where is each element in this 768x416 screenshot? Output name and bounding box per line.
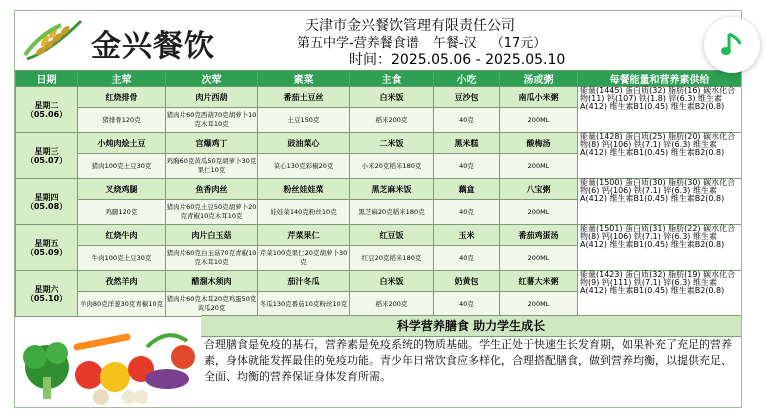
slogan-banner: 科学营养膳食 助力学生成长 (201, 315, 741, 337)
amount-cell: 猪肉片60克木耳20克鸡蛋50克黄瓜20克 (166, 292, 258, 317)
dish-cell: 孜然羊肉 (78, 271, 166, 292)
amount-cell: 稻米200克 (350, 292, 434, 317)
amount-cell: 40克 (434, 154, 500, 179)
dish-cell: 八宝粥 (500, 179, 578, 200)
dish-cell: 小炖肉烩土豆 (78, 133, 166, 154)
amount-cell: 娃娃菜140克粉丝10克 (258, 200, 350, 225)
day-cell: 星期二（05.06） (16, 87, 78, 133)
dish-cell: 奶黄包 (434, 271, 500, 292)
music-button[interactable] (704, 17, 760, 73)
menu-header (15, 11, 741, 69)
school-menu: 第五中学-营养餐食谱 (297, 36, 419, 51)
day-cell: 星期五（05.09） (16, 225, 78, 271)
dish-cell: 酸梅汤 (500, 133, 578, 154)
amount-cell: 黑芝麻20克稻米180克 (350, 200, 434, 225)
dish-cell: 豉油菜心 (258, 133, 350, 154)
amount-cell: 200ML (500, 246, 578, 271)
dish-cell: 醋溜木须肉 (166, 271, 258, 292)
dish-cell: 红烧牛肉 (78, 225, 166, 246)
day-cell: 星期六（05.10） (16, 271, 78, 317)
amount-cell: 猪肉100克土豆30克 (78, 154, 166, 179)
table-row (16, 225, 742, 246)
amount-cell: 芹菜100克果仁20克胡萝卜30克 (258, 246, 350, 271)
nutrition-cell: 能量(1501) 蛋白质(31) 脂肪(22) 碳水化合物(8) 钙(106) 铁(7.1) 锌(6.3) 维生素A(412) 维生素B1(0.45) 维生素B2(0.8) (578, 225, 742, 271)
meal-price: （17元） (490, 36, 547, 51)
amount-cell: 200ML (500, 154, 578, 179)
date-range: 时间：2025.05.06 - 2025.05.10 (349, 52, 566, 68)
nutrition-cell: 能量(1500) 蛋白质(30) 脂肪(30) 碳水化合物(6) 钙(106) 铁(7.1) 锌(6.3) 维生素A(412) 维生素B1(0.45) 维生素B2(0.8) (578, 179, 742, 225)
amount-cell: 鸡腿120克 (78, 200, 166, 225)
amount-cell: 40克 (434, 200, 500, 225)
dish-cell: 黑芝麻米饭 (350, 179, 434, 200)
vegetables-illustration-icon (17, 317, 199, 405)
col-soup: 汤或粥 (500, 71, 578, 87)
dish-cell: 南瓜小米粥 (500, 87, 578, 108)
col-staple: 主食 (350, 71, 434, 87)
dish-cell: 红薯大米粥 (500, 271, 578, 292)
amount-cell: 200ML (500, 292, 578, 317)
dish-cell: 豆沙包 (434, 87, 500, 108)
dish-cell: 芹菜果仁 (258, 225, 350, 246)
amount-cell: 猪排骨120克 (78, 108, 166, 133)
dish-cell: 二米饭 (350, 133, 434, 154)
day-cell: 星期四（05.08） (16, 179, 78, 225)
dish-cell: 白米饭 (350, 87, 434, 108)
amount-cell: 40克 (434, 108, 500, 133)
dish-cell: 肉片西葫 (166, 87, 258, 108)
col-vegetable: 素菜 (258, 71, 350, 87)
nutrition-cell: 能量(1423) 蛋白质(32) 脂肪(19) 碳水化合物(9) 钙(111) 铁(7.1) 锌(6.3) 维生素A(412) 维生素B1(0.45) 维生素B2(0.8) (578, 271, 742, 317)
menu-sheet (14, 10, 742, 408)
day-cell: 星期三（05.07） (16, 133, 78, 179)
amount-cell: 200ML (500, 108, 578, 133)
nutrition-cell: 能量(1445) 蛋白质(32) 脂肪(16) 碳水化合物(11) 钙(107) 铁(1.8) 锌(6.3) 维生素A(412) 维生素B1(0.45) 维生素B2(0.8) (578, 87, 742, 133)
dish-cell: 茄汁冬瓜 (258, 271, 350, 292)
amount-cell: 200ML (500, 200, 578, 225)
dish-cell: 白米饭 (350, 271, 434, 292)
dish-cell: 叉烧鸡腿 (78, 179, 166, 200)
dish-cell: 番茄土豆丝 (258, 87, 350, 108)
col-main-meat: 主荤 (78, 71, 166, 87)
col-date: 日期 (16, 71, 78, 87)
amount-cell: 菜心130克彩椒20克 (258, 154, 350, 179)
amount-cell: 40克 (434, 246, 500, 271)
amount-cell: 猪肉片60克土豆50克胡萝卜20克青椒10克木耳10克 (166, 200, 258, 225)
dish-cell: 红烧排骨 (78, 87, 166, 108)
menu-table (15, 70, 742, 317)
amount-cell: 小米20克稻米180克 (350, 154, 434, 179)
company-name: 天津市金兴餐饮管理有限责任公司 (305, 18, 515, 34)
amount-cell: 猪肉片60克白玉菇70克青椒10克木耳10克 (166, 246, 258, 271)
dish-cell: 藕盒 (434, 179, 500, 200)
dish-cell: 红豆饭 (350, 225, 434, 246)
table-header-row (16, 71, 742, 87)
dish-cell: 宫爆鸡丁 (166, 133, 258, 154)
col-second-meat: 次荤 (166, 71, 258, 87)
dish-cell: 玉米 (434, 225, 500, 246)
music-note-icon (720, 32, 744, 58)
table-row (16, 271, 742, 292)
amount-cell: 猪肉片60克西葫70克胡萝卜10克木耳10克 (166, 108, 258, 133)
dish-cell: 粉丝娃娃菜 (258, 179, 350, 200)
col-snack: 小吃 (434, 71, 500, 87)
amount-cell: 40克 (434, 292, 500, 317)
brand-name: 金兴餐饮 (91, 29, 215, 64)
nutrition-cell: 能量(1428) 蛋白质(25) 脂肪(20) 碳水化合物(8) 钙(106) 铁(7.1) 锌(6.3) 维生素A(412) 维生素B1(0.45) 维生素B2(0.8) (578, 133, 742, 179)
col-nutrition: 每餐能量和营养素供给 (578, 71, 742, 87)
table-row (16, 179, 742, 200)
table-row (16, 133, 742, 154)
nutrition-paragraph: 合理膳食是免疫的基石，营养素是免疫系统的物质基础。学生正处于快速生长发育期，如果补充了充足的营养素，身体就能发挥最佳的免疫功能。青少年日常饮食应多样化，合理搭配膳食，做到营养均衡，以提供充足、全面、均衡的营养保证身体发育所需。 (204, 338, 732, 383)
amount-cell: 羊肉80克洋葱30克青椒10克 (78, 292, 166, 317)
amount-cell: 鸡胸60克黄瓜50克胡萝卜30克果仁10克 (166, 154, 258, 179)
amount-cell: 牛肉100克土豆30克 (78, 246, 166, 271)
dish-cell: 黑米糕 (434, 133, 500, 154)
table-row (16, 87, 742, 108)
wheat-logo-icon (21, 15, 87, 65)
dish-cell: 鱼香肉丝 (166, 179, 258, 200)
dish-cell: 肉片白玉菇 (166, 225, 258, 246)
meal-type: 午餐-汉 (432, 36, 477, 51)
amount-cell: 稻米200克 (350, 108, 434, 133)
amount-cell: 冬瓜130克番茄10克粉丝10克 (258, 292, 350, 317)
amount-cell: 红豆20克稻米180克 (350, 246, 434, 271)
dish-cell: 番茄鸡蛋汤 (500, 225, 578, 246)
amount-cell: 土豆150克 (258, 108, 350, 133)
